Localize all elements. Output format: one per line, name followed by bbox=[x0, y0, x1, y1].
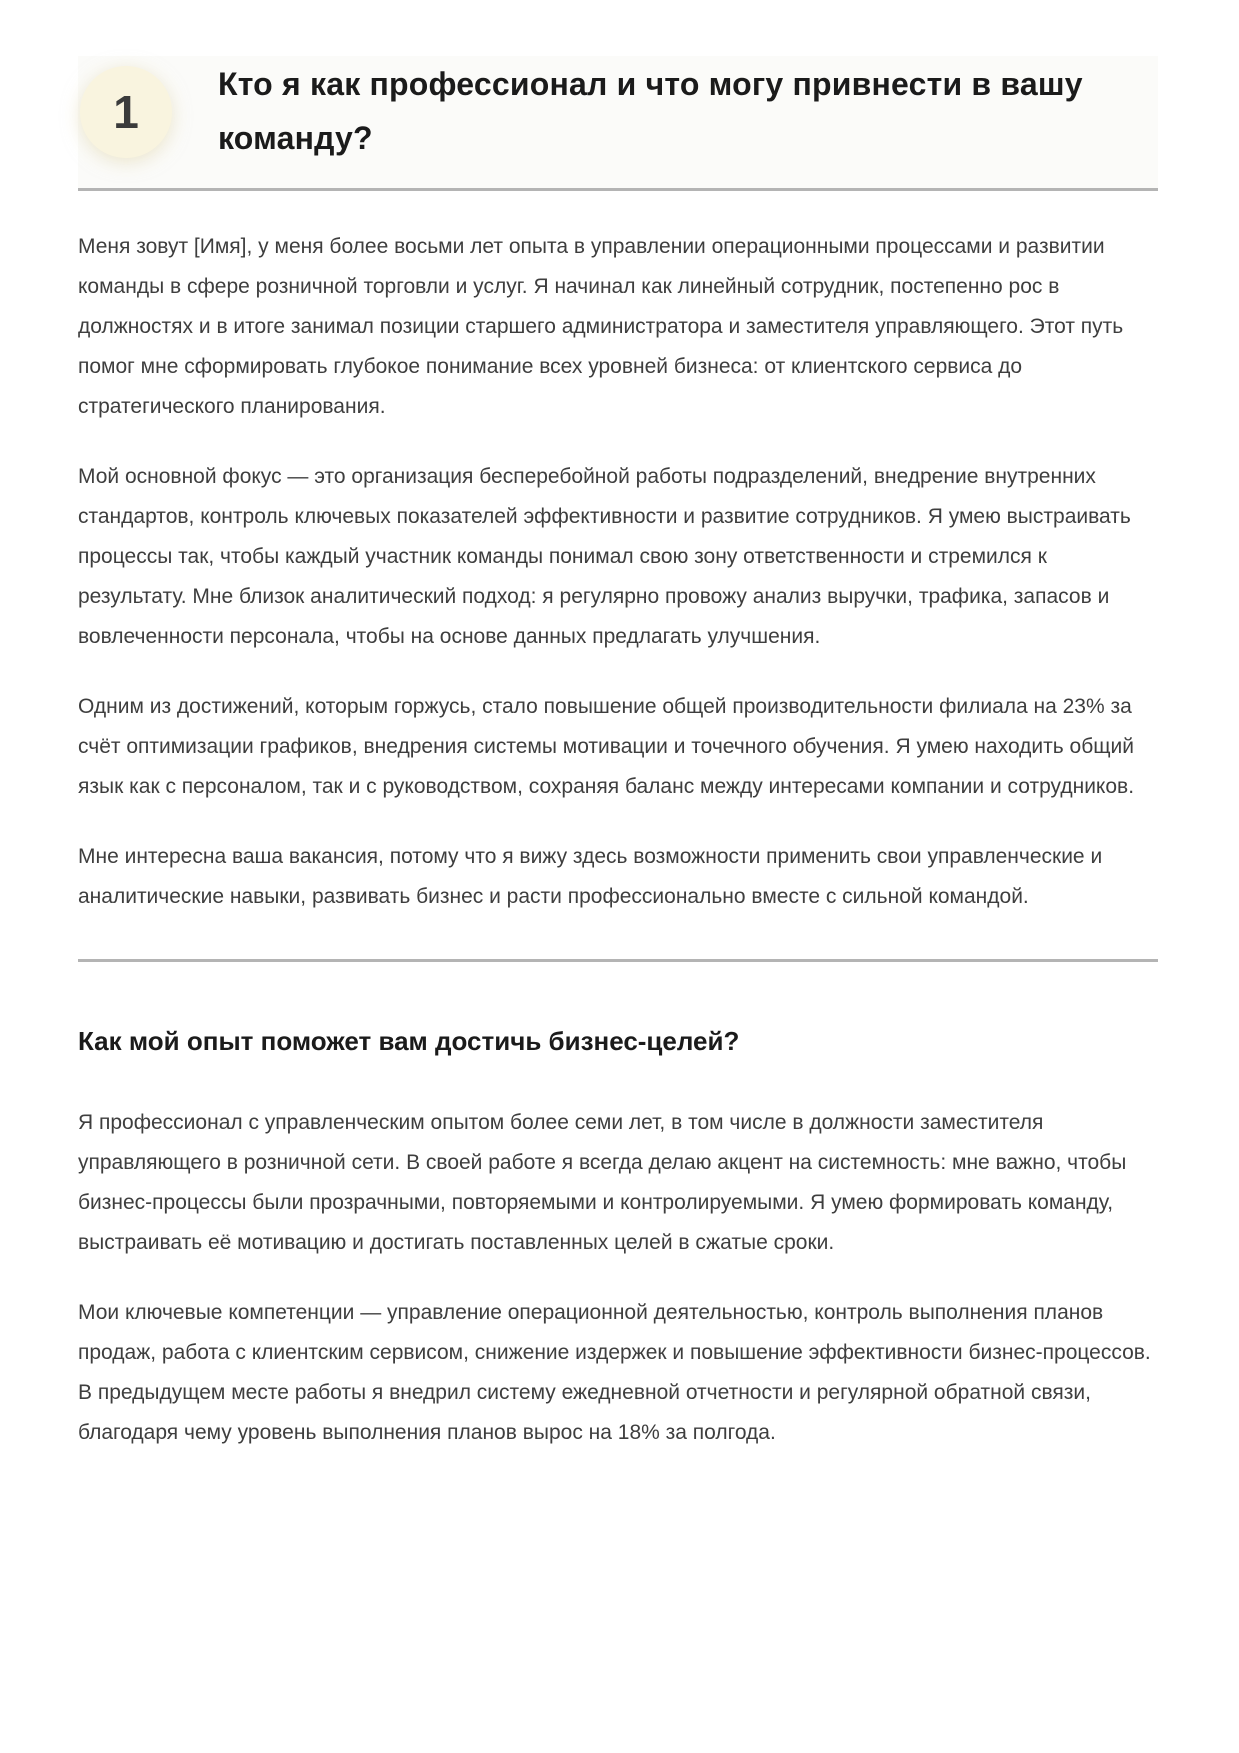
section-1-header bbox=[78, 56, 1158, 191]
subsection-paragraph-1: Я профессионал с управленческим опытом более семи лет, в том числе в должности заместителя управляющего в розничной сети. В своей работе я всегда делаю акцент на системность: мне важно, чтобы бизнес-процессы были прозрачными, повторяемыми и контролируемыми. Я умею формировать команду, выстраивать её мотивацию и достигать поставленных целей в сжатые сроки. bbox=[78, 1110, 1127, 1254]
section-divider bbox=[78, 959, 1158, 962]
document-content bbox=[78, 56, 1158, 1453]
answer-paragraph-4: Мне интересна ваша вакансия, потому что я вижу здесь возможности применить свои управленческие и аналитические навыки, развивать бизнес и расти профессионально вместе с сильной командой. bbox=[78, 844, 1103, 908]
section-number-badge: 1 bbox=[80, 66, 172, 158]
answer-paragraph-1: Меня зовут [Имя], у меня более восьми лет опыта в управлении операционными процессами и развитии команды в сфере розничной торговли и услуг. Я начинал как линейный сотрудник, постепенно рос в должностях и в итоге занимал позиции старшего администратора и заместителя управляющего. Этот путь помог мне сформировать глубокое понимание всех уровней бизнеса: от клиентского сервиса до стратегического планирования. bbox=[78, 234, 1124, 418]
subsection-paragraph-2: Мои ключевые компетенции — управление операционной деятельностью, контроль выполнения планов продаж, работа с клиентским сервисом, снижение издержек и повышение эффективности бизнес-процессов. В предыдущем месте работы я внедрил систему ежедневной отчетности и регулярной обратной связи, благодаря чему уровень выполнения планов вырос на 18% за полгода. bbox=[78, 1300, 1151, 1444]
answer-paragraph-2: Мой основной фокус — это организация бесперебойной работы подразделений, внедрение внутренних стандартов, контроль ключевых показателей эффективности и развитие сотрудников. Я умею выстраивать процессы так, чтобы каждый участник команды понимал свою зону ответственности и стремился к результату. Мне близок аналитический подход: я регулярно провожу анализ выручки, трафика, запасов и вовлеченности персонала, чтобы на основе данных предлагать улучшения. bbox=[78, 464, 1131, 648]
section-1-question-title: Кто я как профессионал и что могу привнести в вашу команду? bbox=[218, 66, 1083, 156]
subsection-question-title: Как мой опыт поможет вам достичь бизнес-целей? bbox=[78, 1025, 740, 1056]
answer-paragraph-3: Одним из достижений, которым горжусь, стало повышение общей производительности филиала на 23% за счёт оптимизации графиков, внедрения системы мотивации и точечного обучения. Я умею находить общий язык как с персоналом, так и с руководством, сохраняя баланс между интересами компании и сотрудников. bbox=[78, 694, 1135, 798]
